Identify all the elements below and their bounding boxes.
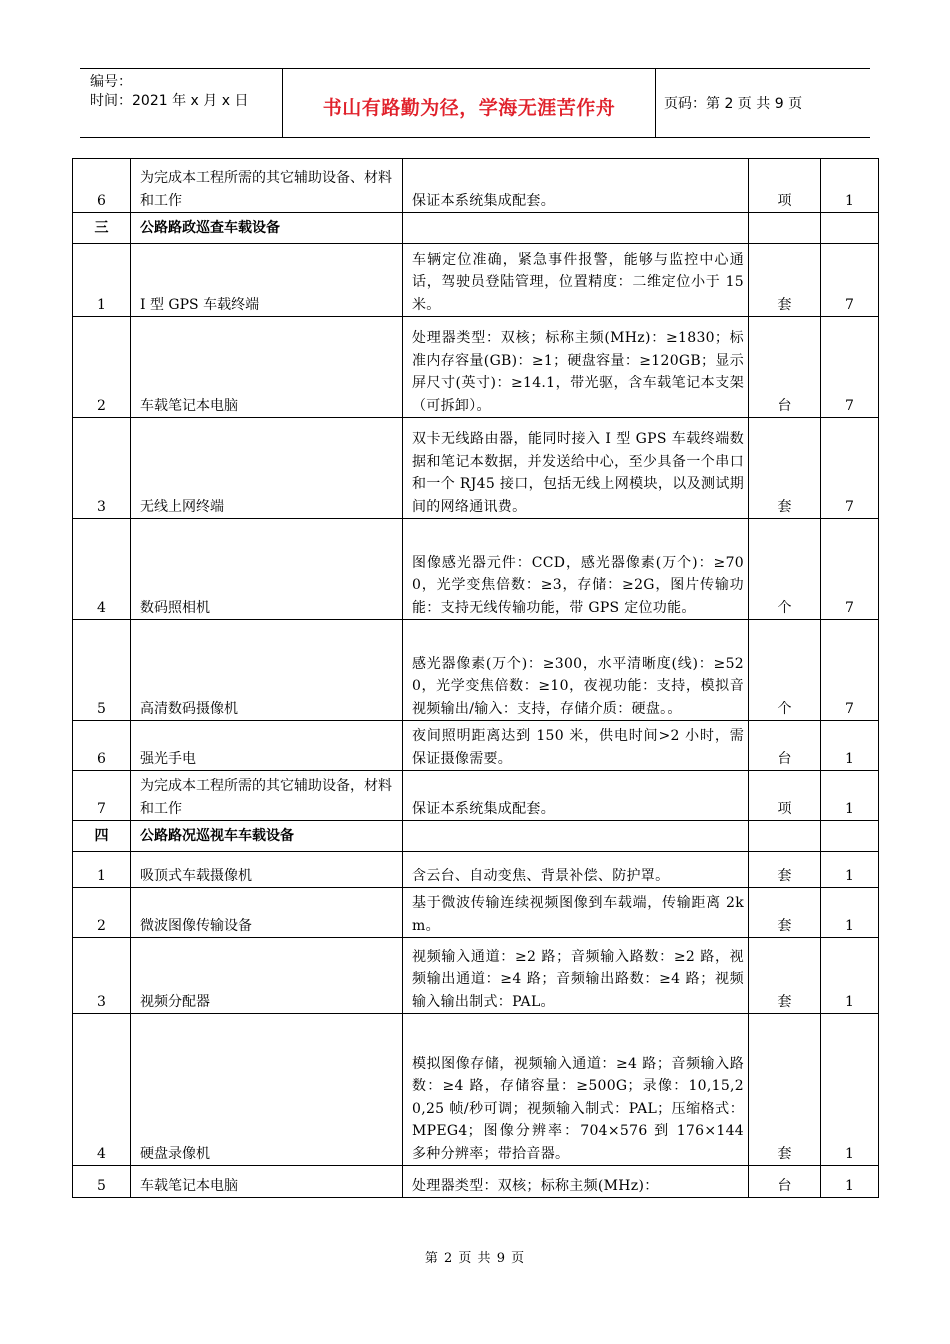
item-spec: 保证本系统集成配套。 bbox=[403, 771, 749, 821]
item-spec: 保证本系统集成配套。 bbox=[403, 159, 749, 213]
item-name: 微波图像传输设备 bbox=[131, 888, 403, 938]
item-spec bbox=[403, 821, 749, 852]
item-unit: 个 bbox=[749, 620, 821, 721]
item-quantity: 1 bbox=[821, 159, 879, 213]
item-name: 高清数码摄像机 bbox=[131, 620, 403, 721]
item-quantity: 7 bbox=[821, 620, 879, 721]
item-unit: 项 bbox=[749, 159, 821, 213]
item-quantity: 1 bbox=[821, 852, 879, 888]
row-number: 3 bbox=[73, 938, 131, 1014]
item-quantity: 7 bbox=[821, 317, 879, 418]
item-spec: 夜间照明距离达到 150 米，供电时间>2 小时，需保证摄像需要。 bbox=[403, 721, 749, 771]
item-name: 强光手电 bbox=[131, 721, 403, 771]
motto: 书山有路勤为径，学海无涯苦作舟 bbox=[322, 97, 616, 119]
item-unit: 套 bbox=[749, 888, 821, 938]
item-spec: 感光器像素(万个)：≥300，水平清晰度(线)：≥520，光学变焦倍数：≥10，夜视功能：支持，模拟音视频输出/输入：支持，存储介质：硬盘。。 bbox=[403, 620, 749, 721]
row-number: 7 bbox=[73, 771, 131, 821]
row-number: 6 bbox=[73, 721, 131, 771]
item-spec: 图像感光器元件：CCD，感光器像素(万个)：≥700，光学变焦倍数：≥3，存储：≥2G，图片传输功能：支持无线传输功能，带 GPS 定位功能。 bbox=[403, 519, 749, 620]
item-quantity: 1 bbox=[821, 888, 879, 938]
item-name: 公路路况巡视车车载设备 bbox=[131, 821, 403, 852]
item-name: 硬盘录像机 bbox=[131, 1014, 403, 1166]
item-spec: 视频输入通道：≥2 路；音频输入路数：≥2 路，视频输出通道：≥4 路；音频输出路数：≥4 路；视频输入输出制式：PAL。 bbox=[403, 938, 749, 1014]
item-name: 无线上网终端 bbox=[131, 418, 403, 519]
page-number-label: 页码：第 2 页 共 9 页 bbox=[664, 96, 803, 112]
item-unit: 套 bbox=[749, 938, 821, 1014]
item-unit: 套 bbox=[749, 852, 821, 888]
item-unit: 套 bbox=[749, 244, 821, 317]
row-number: 1 bbox=[73, 852, 131, 888]
table-row bbox=[73, 888, 879, 938]
row-number: 3 bbox=[73, 418, 131, 519]
header-motto-cell bbox=[282, 69, 656, 137]
table-row bbox=[73, 519, 879, 620]
item-unit: 套 bbox=[749, 1014, 821, 1166]
table-row bbox=[73, 159, 879, 213]
item-quantity: 1 bbox=[821, 938, 879, 1014]
item-unit: 台 bbox=[749, 1166, 821, 1198]
table-row bbox=[73, 1014, 879, 1166]
row-number: 4 bbox=[73, 519, 131, 620]
equipment-table bbox=[72, 158, 879, 1198]
row-number: 6 bbox=[73, 159, 131, 213]
table-row bbox=[73, 317, 879, 418]
item-spec: 处理器类型：双核；标称主频(MHz)： bbox=[403, 1166, 749, 1198]
item-quantity: 7 bbox=[821, 244, 879, 317]
item-quantity: 1 bbox=[821, 1014, 879, 1166]
item-quantity bbox=[821, 821, 879, 852]
table-row bbox=[73, 1166, 879, 1198]
item-name: 视频分配器 bbox=[131, 938, 403, 1014]
section-row bbox=[73, 821, 879, 852]
table-row bbox=[73, 620, 879, 721]
item-spec: 基于微波传输连续视频图像到车载端，传输距离 2km。 bbox=[403, 888, 749, 938]
item-quantity: 1 bbox=[821, 771, 879, 821]
item-unit: 项 bbox=[749, 771, 821, 821]
item-name: 车载笔记本电脑 bbox=[131, 317, 403, 418]
header-page-cell bbox=[656, 69, 870, 137]
item-unit: 台 bbox=[749, 721, 821, 771]
header-meta bbox=[80, 69, 282, 137]
table-row bbox=[73, 771, 879, 821]
row-number: 5 bbox=[73, 620, 131, 721]
item-name: 为完成本工程所需的其它辅助设备、材料和工作 bbox=[131, 159, 403, 213]
item-spec: 含云台、自动变焦、背景补偿、防护罩。 bbox=[403, 852, 749, 888]
row-number: 4 bbox=[73, 1014, 131, 1166]
item-spec: 双卡无线路由器，能同时接入 I 型 GPS 车载终端数据和笔记本数据，并发送给中心，至少具备一个串口和一个 RJ45 接口，包括无线上网模块，以及测试期间的网络通讯费。 bbox=[403, 418, 749, 519]
item-unit: 套 bbox=[749, 418, 821, 519]
item-name: 车载笔记本电脑 bbox=[131, 1166, 403, 1198]
row-number: 三 bbox=[73, 213, 131, 244]
item-quantity: 1 bbox=[821, 721, 879, 771]
item-unit bbox=[749, 821, 821, 852]
row-number: 1 bbox=[73, 244, 131, 317]
table-row bbox=[73, 721, 879, 771]
item-quantity bbox=[821, 213, 879, 244]
row-number: 四 bbox=[73, 821, 131, 852]
item-spec: 模拟图像存储，视频输入通道：≥4 路；音频输入路数：≥4 路，存储容量：≥500G；录像：10,15,20,25 帧/秒可调；视频输入制式：PAL；压缩格式：MPEG4；图像分辨率：704×576 到 176×144 多种分辨率；带拾音器。 bbox=[403, 1014, 749, 1166]
item-quantity: 1 bbox=[821, 1166, 879, 1198]
page-footer: 第 2 页 共 9 页 bbox=[424, 1251, 526, 1266]
item-name: I 型 GPS 车载终端 bbox=[131, 244, 403, 317]
date-label: 时间：2021 年 x 月 x 日 bbox=[90, 93, 249, 109]
row-number: 2 bbox=[73, 317, 131, 418]
item-name: 公路路政巡查车载设备 bbox=[131, 213, 403, 244]
row-number: 5 bbox=[73, 1166, 131, 1198]
item-name: 吸顶式车载摄像机 bbox=[131, 852, 403, 888]
item-spec bbox=[403, 213, 749, 244]
doc-number-label: 编号： bbox=[90, 74, 132, 90]
table-row bbox=[73, 418, 879, 519]
item-quantity: 7 bbox=[821, 519, 879, 620]
table-row bbox=[73, 938, 879, 1014]
table-row bbox=[73, 852, 879, 888]
table-row bbox=[73, 244, 879, 317]
item-quantity: 7 bbox=[821, 418, 879, 519]
item-name: 为完成本工程所需的其它辅助设备，材料和工作 bbox=[131, 771, 403, 821]
item-unit bbox=[749, 213, 821, 244]
row-number: 2 bbox=[73, 888, 131, 938]
page-header bbox=[80, 68, 870, 138]
item-unit: 个 bbox=[749, 519, 821, 620]
item-name: 数码照相机 bbox=[131, 519, 403, 620]
item-spec: 车辆定位准确，紧急事件报警，能够与监控中心通话，驾驶员登陆管理，位置精度：二维定位小于 15 米。 bbox=[403, 244, 749, 317]
item-unit: 台 bbox=[749, 317, 821, 418]
item-spec: 处理器类型：双核；标称主频(MHz)：≥1830；标准内存容量(GB)：≥1；硬盘容量：≥120GB；显示屏尺寸(英寸)：≥14.1，带光驱，含车载笔记本支架（可拆卸）。 bbox=[403, 317, 749, 418]
section-row bbox=[73, 213, 879, 244]
